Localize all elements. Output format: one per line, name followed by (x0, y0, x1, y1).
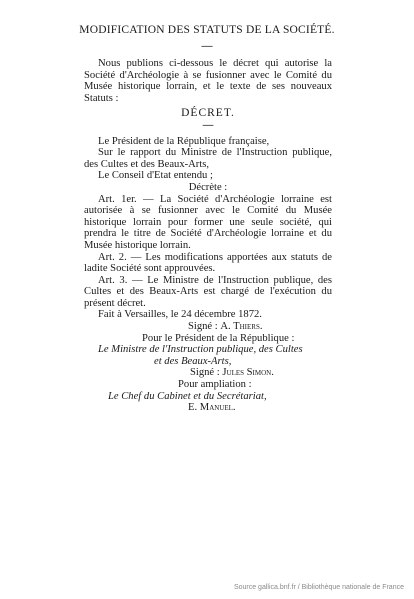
article-1: Art. 1er. — La Société d'Archéologie lorraine est autorisée à se fusionner avec le Comité du Musée historique lorrain pour former une seule société, qui prendra le titre de Société d'Archéologie lorraine et du Musée historique lorrain. (84, 193, 332, 251)
signed-label: Signé : (188, 321, 218, 333)
decrees-line: Décrète : (188, 181, 228, 193)
intro-paragraph: Nous publions ci-dessous le décret qui autorise la Société d'Archéologie à se fusionner avec le Comité du Musée historique lorrain, et le texte de ses nouveaux Statuts : (84, 58, 332, 104)
signature-simon (84, 367, 332, 379)
preamble-report: Sur le rapport du Ministre de l'Instruction publique, des Cultes et des Beaux-Arts, (84, 147, 332, 170)
document-body (84, 58, 332, 414)
decree-heading: DÉCRET. (181, 107, 235, 120)
article-2: Art. 2. — Les modifications apportées aux statuts de ladite Société sont approuvées. (84, 251, 332, 275)
document-title: MODIFICATION DES STATUTS DE LA SOCIÉTÉ. (79, 24, 335, 36)
signature-thiers (84, 321, 332, 333)
done-at-line: Fait à Versailles, le 24 décembre 1872. (98, 309, 262, 321)
minister-line: Le Ministre de l'Instruction publique, des Cultes (98, 344, 303, 356)
title-separator: — (201, 40, 213, 52)
decree-separator: — (202, 119, 214, 131)
signer-simon: Jules Simon. (222, 367, 274, 379)
preamble-president: Le Président de la République française, (98, 135, 270, 147)
signer-thiers: A. Thiers. (220, 321, 263, 333)
source-footer: Source gallica.bnf.fr / Bibliothèque nationale de France (233, 584, 404, 591)
chief-line: Le Chef du Cabinet et du Secrétariat, (108, 390, 267, 402)
signed-label: Signé : (190, 367, 220, 379)
minister-line-cont: et des Beaux-Arts, (154, 355, 232, 367)
ampliation-line: Pour ampliation : (178, 379, 252, 391)
signer-manuel: E. Manuel. (188, 402, 236, 414)
article-3: Art. 3. — Le Ministre de l'Instruction publique, des Cultes et des Beaux-Arts est chargé de l'exécution du présent décret. (84, 274, 332, 309)
preamble-council: Le Conseil d'Etat entendu ; (98, 170, 213, 182)
for-president-line: Pour le Président de la République : (142, 332, 295, 344)
